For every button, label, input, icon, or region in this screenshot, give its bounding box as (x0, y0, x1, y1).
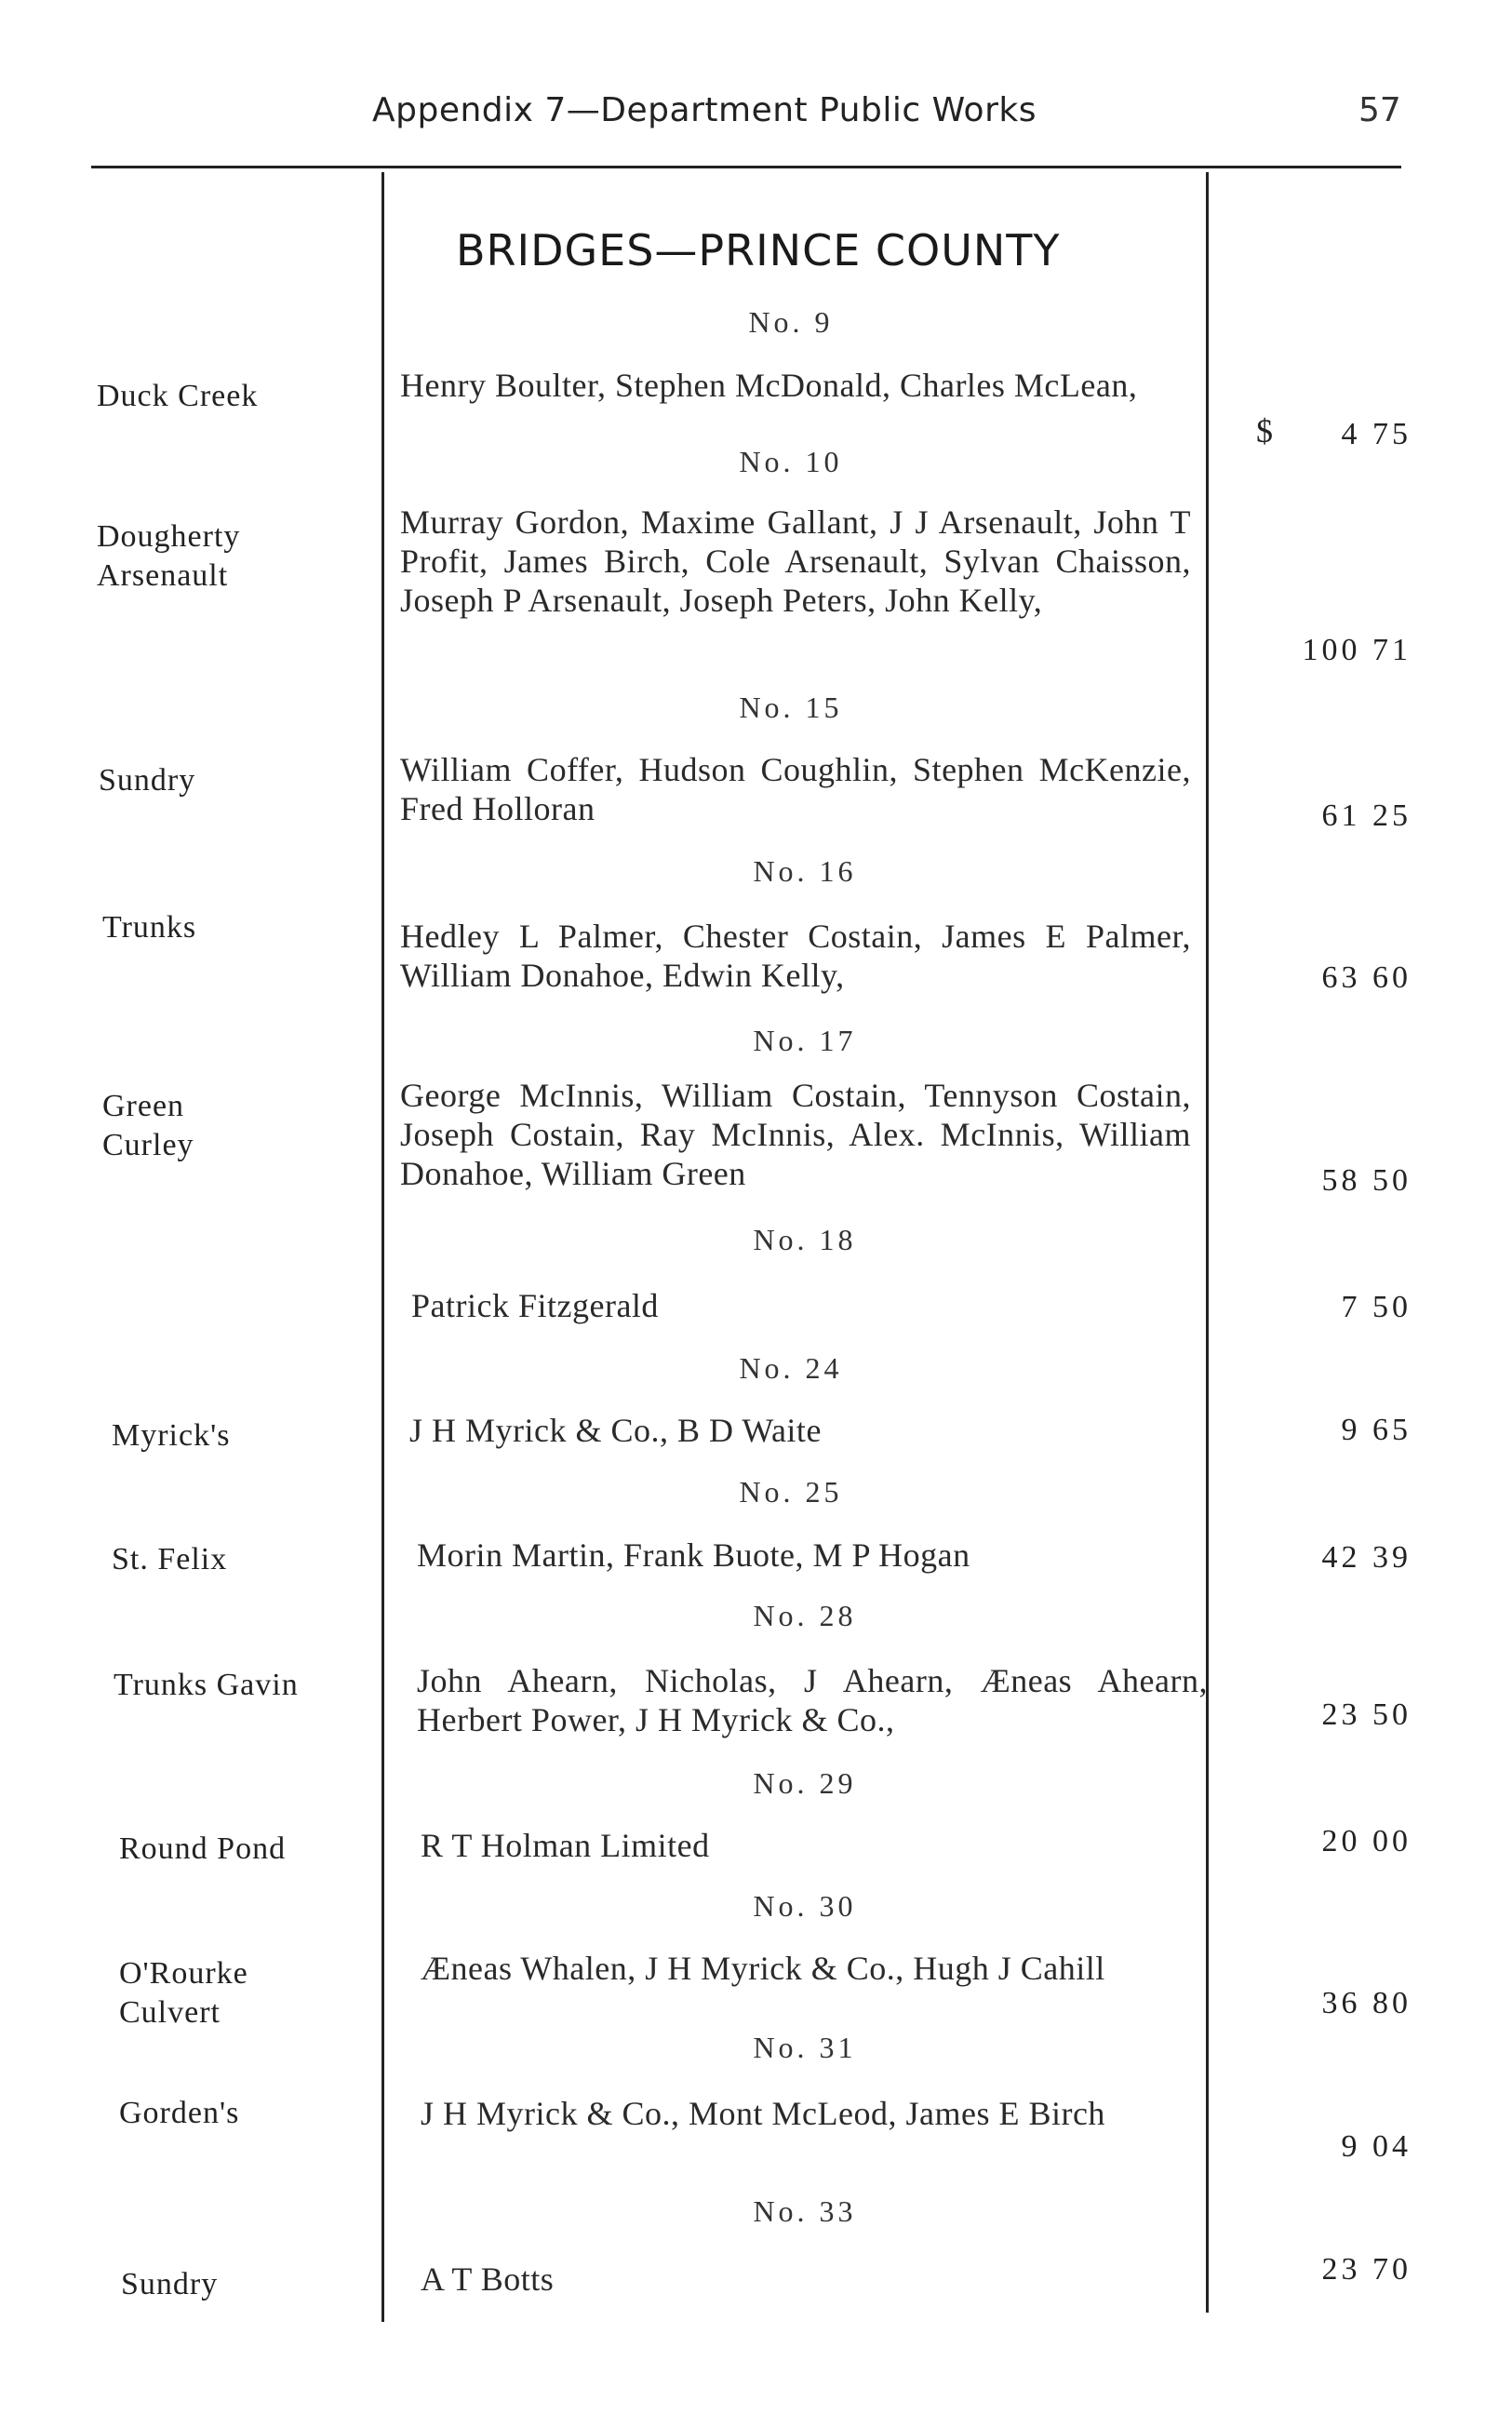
entry-amount: 100 71 (1302, 633, 1412, 667)
entry-names: George McInnis, William Costain, Tennyson Costain, Joseph Costain, Ray McInnis, Alex. McInnis, William Donahoe, William Green (400, 1077, 1191, 1192)
page-number: 57 (1358, 91, 1401, 129)
entry-location: St. Felix (112, 1542, 228, 1576)
entry-names: Æneas Whalen, J H Myrick & Co., Hugh J Cahill (421, 1950, 1105, 1987)
entry-names: Murray Gordon, Maxime Gallant, J J Arsenault, John T Profit, James Birch, Cole Arsenault, Sylvan Chaisson, Joseph P Arsenault, Joseph Peters, John Kelly, (400, 503, 1191, 619)
entry-amount: 4 75 (1341, 417, 1412, 451)
entry-names: J H Myrick & Co., B D Waite (409, 1412, 822, 1449)
entry-amount: 9 04 (1341, 2129, 1412, 2164)
entry-number: No. 16 (753, 854, 857, 888)
entry-location: Sundry (99, 763, 196, 798)
entry-number: No. 25 (739, 1475, 843, 1509)
entry-amount: 63 60 (1321, 960, 1412, 995)
section-title: BRIDGES—PRINCE COUNTY (456, 225, 1061, 275)
entry-location: Green Curley (102, 1089, 194, 1162)
entry-number: No. 9 (748, 305, 834, 339)
header-rule (91, 166, 1401, 168)
column-rule-right (1206, 172, 1209, 2313)
entry-amount: 36 80 (1321, 1986, 1412, 2020)
entry-amount: 9 65 (1341, 1413, 1412, 1447)
entry-names: A T Botts (421, 2260, 555, 2298)
entry-names: Hedley L Palmer, Chester Costain, James E Palmer, William Donahoe, Edwin Kelly, (400, 918, 1191, 994)
column-rule-left (381, 172, 384, 2322)
entry-location: Sundry (121, 2267, 219, 2301)
entry-amount: 20 00 (1321, 1824, 1412, 1858)
entry-location: O'Rourke Culvert (119, 1956, 248, 2030)
entry-amount: 7 50 (1341, 1290, 1412, 1324)
entry-number: No. 24 (739, 1351, 843, 1385)
entry-number: No. 17 (753, 1024, 857, 1057)
entry-amount: 61 25 (1321, 798, 1412, 833)
entry-number: No. 28 (753, 1599, 857, 1632)
currency-symbol: $ (1256, 412, 1273, 449)
running-header-title: Appendix 7—Department Public Works (372, 91, 1037, 129)
entry-amount: 42 39 (1321, 1540, 1412, 1575)
entry-number: No. 10 (739, 445, 843, 478)
entry-names: J H Myrick & Co., Mont McLeod, James E Birch (421, 2095, 1105, 2132)
entry-location: Dougherty Arsenault (97, 519, 241, 593)
entry-amount: 23 50 (1321, 1697, 1412, 1732)
entry-names: John Ahearn, Nicholas, J Ahearn, Æneas Ahearn, Herbert Power, J H Myrick & Co., (417, 1662, 1208, 1738)
entry-location: Gorden's (119, 2096, 240, 2130)
entry-location: Trunks Gavin (114, 1668, 299, 1702)
entry-names: Henry Boulter, Stephen McDonald, Charles McLean, (400, 367, 1138, 404)
entry-amount: 23 70 (1321, 2252, 1412, 2287)
entry-location: Trunks (102, 910, 197, 945)
entry-names: Patrick Fitzgerald (411, 1287, 659, 1324)
entry-number: No. 31 (753, 2031, 857, 2064)
entry-number: No. 15 (739, 691, 843, 724)
entry-location: Myrick's (112, 1418, 231, 1453)
entry-number: No. 29 (753, 1766, 857, 1800)
entry-names: Morin Martin, Frank Buote, M P Hogan (417, 1536, 970, 1574)
entry-amount: 58 50 (1321, 1163, 1412, 1198)
entry-names: William Coffer, Hudson Coughlin, Stephen McKenzie, Fred Holloran (400, 751, 1191, 827)
entry-number: No. 18 (753, 1223, 857, 1256)
entry-number: No. 30 (753, 1889, 857, 1923)
entry-location: Duck Creek (97, 379, 259, 413)
entry-location: Round Pond (119, 1831, 287, 1866)
entry-number: No. 33 (753, 2194, 857, 2228)
entry-names: R T Holman Limited (421, 1827, 710, 1864)
